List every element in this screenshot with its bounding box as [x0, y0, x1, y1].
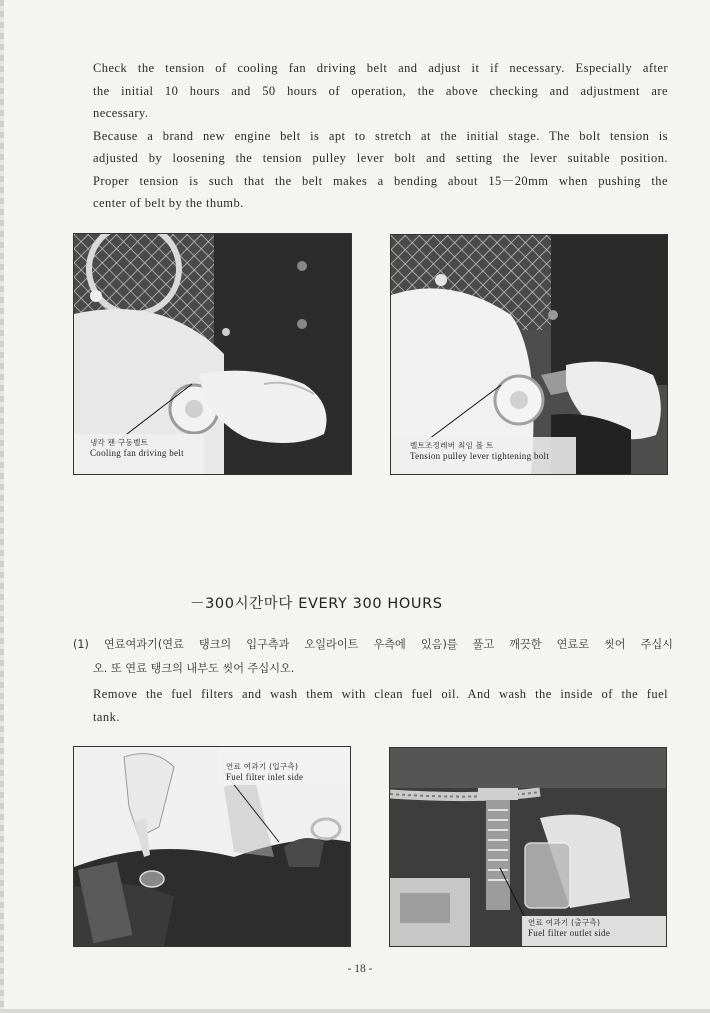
tension-pulley-caption: 벨트조정레버 죄임 볼 트 Tension pulley lever tightening bolt: [410, 441, 550, 461]
paragraph-line: Remove the fuel filters and wash them with clean fuel oil. And wash the inside of the fuel: [93, 687, 668, 701]
paragraph-line: necessary.: [93, 106, 149, 120]
paragraph-line: Check the tension of cooling fan driving belt and adjust it if necessary. Especially after: [93, 61, 668, 75]
page-edge-shadow: [0, 0, 4, 1013]
fuel-filter-inlet-photo: [73, 746, 351, 947]
paragraph-line: Because a brand new engine belt is apt to stretch at the initial stage. The bolt tension is: [93, 128, 668, 143]
fuel-filter-inlet-caption: 연료 여과기 (입구측) Fuel filter inlet side: [226, 762, 304, 782]
page-bottom-shadow: [0, 1009, 710, 1013]
fuel-filter-outlet-caption: 연료 여과기 (출구측) Fuel filter outlet side: [528, 918, 611, 938]
korean-line: (1) 연료여과기(연료 탱크의 입구측과 오일라이트 우측에 있음)를 풀고 깨끗한 연료로 씻어 주십시: [73, 638, 673, 651]
belt-tension-paragraph: [93, 57, 668, 215]
paragraph-line: adjusted by loosening the tension pulley lever bolt and setting the lever suitable position.: [93, 151, 668, 165]
paragraph-line: tank.: [93, 709, 120, 724]
paragraph-line: the initial 10 hours and 50 hours of operation, the above checking and adjustment are: [93, 83, 668, 98]
korean-line: 오. 또 연료 탱크의 내부도 씻어 주십시오.: [93, 662, 295, 675]
english-instruction: [93, 683, 668, 728]
cooling-fan-belt-caption: 냉각 팬 구동벨트 Cooling fan driving belt: [90, 438, 184, 458]
korean-instruction: [73, 633, 673, 681]
paragraph-line: Proper tension is such that the belt makes a bending about 15－20mm when pushing the: [93, 173, 668, 188]
paragraph-line: center of belt by the thumb.: [93, 196, 244, 210]
section-heading-300-hours: －300시간마다 EVERY 300 HOURS: [190, 596, 443, 612]
page-number: - 18 -: [347, 963, 373, 975]
tension-pulley-photo: [390, 234, 668, 475]
